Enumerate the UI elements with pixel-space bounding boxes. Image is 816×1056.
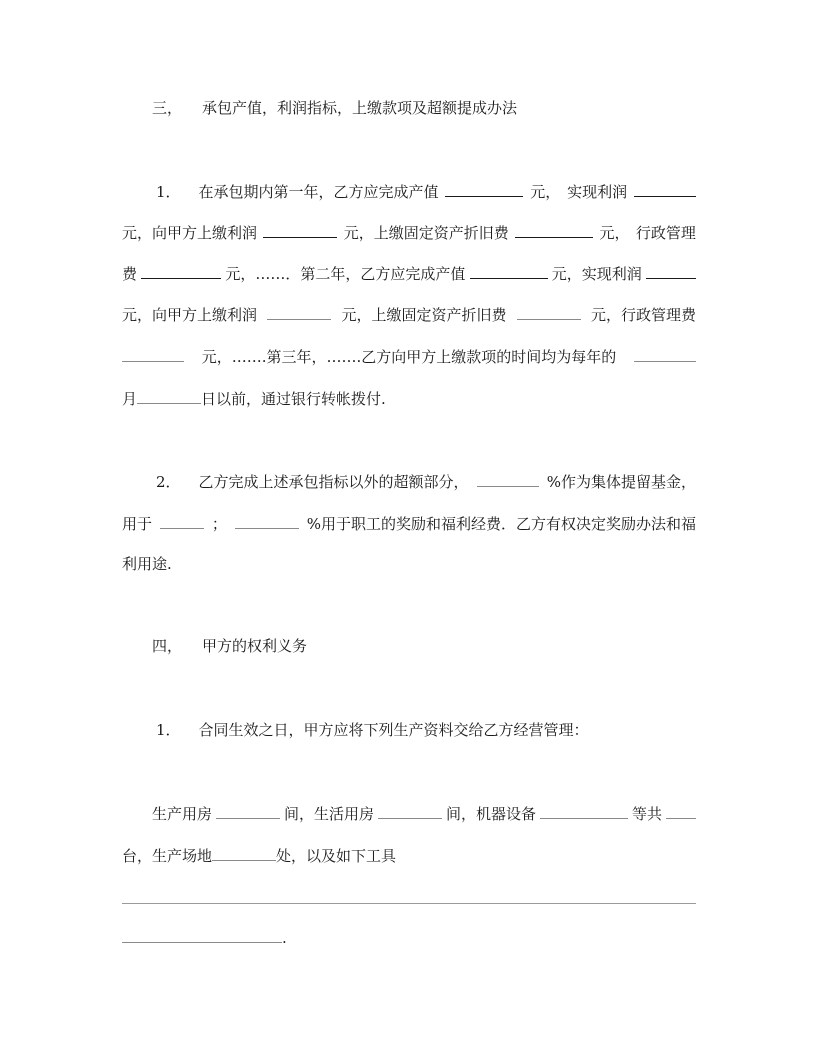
clause-text: 月	[122, 390, 138, 408]
blank-production-rooms[interactable]	[216, 802, 280, 819]
blank-tools-line[interactable]	[122, 903, 696, 904]
clause-1-line-6	[122, 387, 696, 409]
clause-text: 费	[122, 265, 138, 283]
clause-text: 乙方完成上述承包指标以外的超额部分，	[198, 473, 469, 491]
blank-production-sites[interactable]	[212, 844, 276, 861]
blank-tools-continued[interactable]	[122, 926, 282, 943]
clause-text: 元，向甲方上缴利润	[122, 224, 258, 242]
blank-admin-fee-year1[interactable]	[141, 262, 221, 279]
clause-1-number: 1．	[156, 183, 181, 201]
clause-text: 实现利润	[567, 183, 628, 201]
section-3-title: 承包产值，利润指标，上缴款项及超额提成办法	[202, 99, 518, 117]
clause-text: 元，上缴固定资产折旧费	[341, 306, 507, 324]
clause-text: 元，上缴固定资产折旧费	[343, 224, 509, 242]
clause-2-number: 2．	[156, 473, 181, 491]
clause-text: ；	[211, 515, 227, 533]
materials-line-2	[122, 844, 696, 866]
clause-text: 元，向甲方上缴利润	[122, 306, 258, 324]
blank-remit-profit-year1[interactable]	[263, 221, 337, 238]
blank-profit-year2[interactable]	[646, 262, 696, 279]
blank-depreciation-year2[interactable]	[517, 303, 581, 320]
blank-machinery[interactable]	[540, 802, 628, 819]
clause-1-line-3	[122, 262, 696, 284]
section-3-number: 三，	[152, 99, 183, 117]
blank-payment-month[interactable]	[634, 345, 696, 362]
clause-text: 生产用房	[152, 805, 213, 823]
clause-2-line-3	[122, 553, 696, 575]
clause-text: 元，实现利润	[551, 265, 642, 283]
blank-welfare-percent[interactable]	[235, 512, 299, 529]
blank-admin-fee-year2[interactable]	[122, 345, 184, 362]
clause-text: 日以前，通过银行转帐拨付.	[201, 390, 386, 408]
section-3-heading	[122, 97, 696, 119]
blank-fund-usage[interactable]	[160, 512, 204, 529]
blank-output-value-year1[interactable]	[445, 180, 523, 197]
clause-text: 元，	[530, 183, 561, 201]
clause-1-line-1	[122, 180, 696, 202]
blank-profit-year1[interactable]	[634, 180, 696, 197]
blank-machine-count[interactable]	[666, 802, 696, 819]
clause-text: %用于职工的奖励和福利经费．乙方有权决定奖励办法和福	[306, 515, 696, 533]
clause-text: 合同生效之日，甲方应将下列生产资料交给乙方经营管理：	[198, 721, 589, 739]
clause-text: 元，	[599, 224, 630, 242]
clause-2-line-1	[122, 470, 696, 492]
section-4-number: 四，	[152, 637, 183, 655]
clause-1-line-5	[122, 345, 696, 367]
blank-living-rooms[interactable]	[378, 802, 442, 819]
clause-text: 利用途.	[122, 555, 172, 573]
clause-text: 台，生产场地	[122, 847, 213, 865]
clause-1-line-4	[122, 303, 696, 325]
clause-text: %作为集体提留基金，	[546, 473, 696, 491]
materials-line-1	[122, 802, 696, 824]
section-4-clause-1-number: 1．	[156, 721, 181, 739]
blank-depreciation-year1[interactable]	[515, 221, 593, 238]
section-4-heading	[122, 635, 696, 657]
section-4-title: 甲方的权利义务	[202, 637, 308, 655]
clause-text: 间，生活用房	[283, 805, 374, 823]
clause-text: 行政管理	[635, 224, 696, 242]
clause-text: 在承包期内第一年，乙方应完成产值	[198, 183, 439, 201]
clause-text: 间，机器设备	[445, 805, 536, 823]
clause-1-line-2	[122, 221, 696, 243]
section-4-clause-1	[122, 719, 696, 741]
clause-text: 用于	[122, 515, 153, 533]
clause-2-line-2	[122, 512, 696, 534]
clause-text: 处，以及如下工具	[276, 847, 397, 865]
blank-output-value-year2[interactable]	[470, 262, 548, 279]
clause-text: 元，……．第二年，乙方应完成产值	[225, 265, 466, 283]
materials-line-end	[122, 926, 696, 948]
clause-text: .	[282, 929, 287, 947]
clause-text: 等共	[631, 805, 662, 823]
blank-collective-fund-percent[interactable]	[477, 470, 539, 487]
blank-remit-profit-year2[interactable]	[267, 303, 331, 320]
clause-text: 元，…….第三年，…….乙方向甲方上缴款项的时间均为每年的	[201, 348, 617, 366]
clause-text: 元，行政管理费	[590, 306, 696, 324]
blank-payment-day[interactable]	[137, 387, 201, 404]
